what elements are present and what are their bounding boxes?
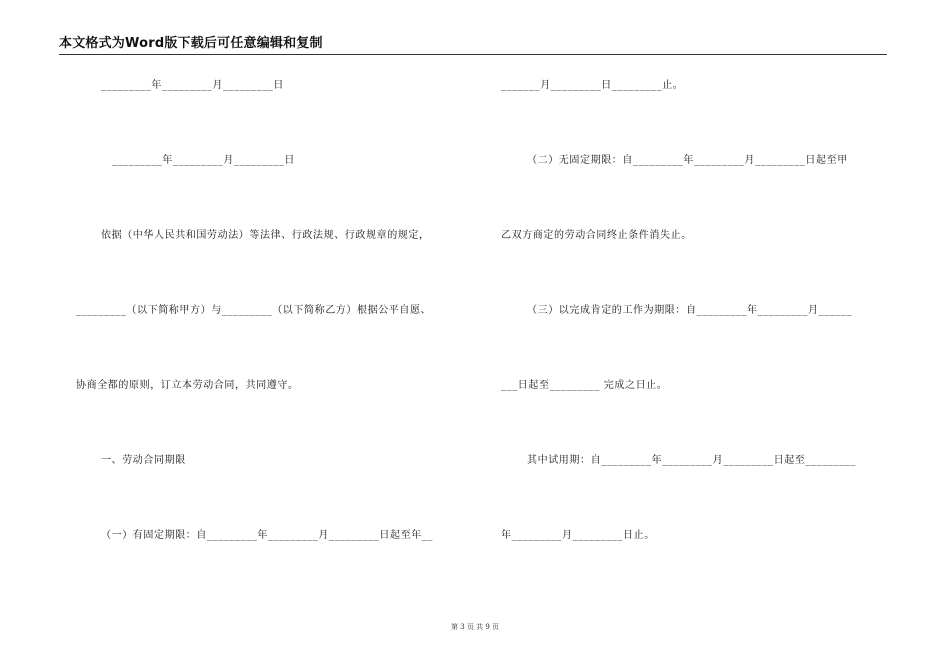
paragraph-line: 其中试用期：自_________年_________月_________日起至_________ bbox=[527, 455, 856, 466]
paragraph-line: ___日起至_________ 完成之日止。 bbox=[501, 380, 668, 391]
section-heading: 一、劳动合同期限 bbox=[101, 455, 186, 466]
page-number: 第 3 页 共 9 页 bbox=[450, 623, 500, 631]
paragraph-line: _________（以下简称甲方）与_________（以下简称乙方）根据公平自愿、 bbox=[76, 305, 432, 316]
paragraph-line: 协商全都的原则，订立本劳动合同，共同遵守。 bbox=[76, 380, 299, 391]
paragraph-line: （一）有固定期限：自_________年_________月_________日起至年__ bbox=[101, 530, 433, 541]
paragraph-line: （二）无固定期限：自_________年_________月_________日起至甲 bbox=[527, 155, 848, 166]
page-header bbox=[59, 36, 887, 55]
paragraph-line: _______月_________日_________止。 bbox=[501, 80, 684, 91]
header-title: 本文格式为Word版下载后可任意编辑和复制 bbox=[59, 36, 323, 51]
paragraph-line: 年_________月_________日止。 bbox=[501, 530, 655, 541]
paragraph-line: 乙双方商定的劳动合同终止条件消失止。 bbox=[501, 230, 692, 241]
paragraph-line: （三）以完成肯定的工作为期限：自_________年_________月______ bbox=[527, 305, 853, 316]
paragraph-line: 依据（中华人民共和国劳动法）等法律、行政法规、行政规章的规定， bbox=[101, 230, 430, 241]
date-line: _________年_________月_________日 bbox=[112, 155, 295, 166]
date-line: _________年_________月_________日 bbox=[101, 80, 284, 91]
